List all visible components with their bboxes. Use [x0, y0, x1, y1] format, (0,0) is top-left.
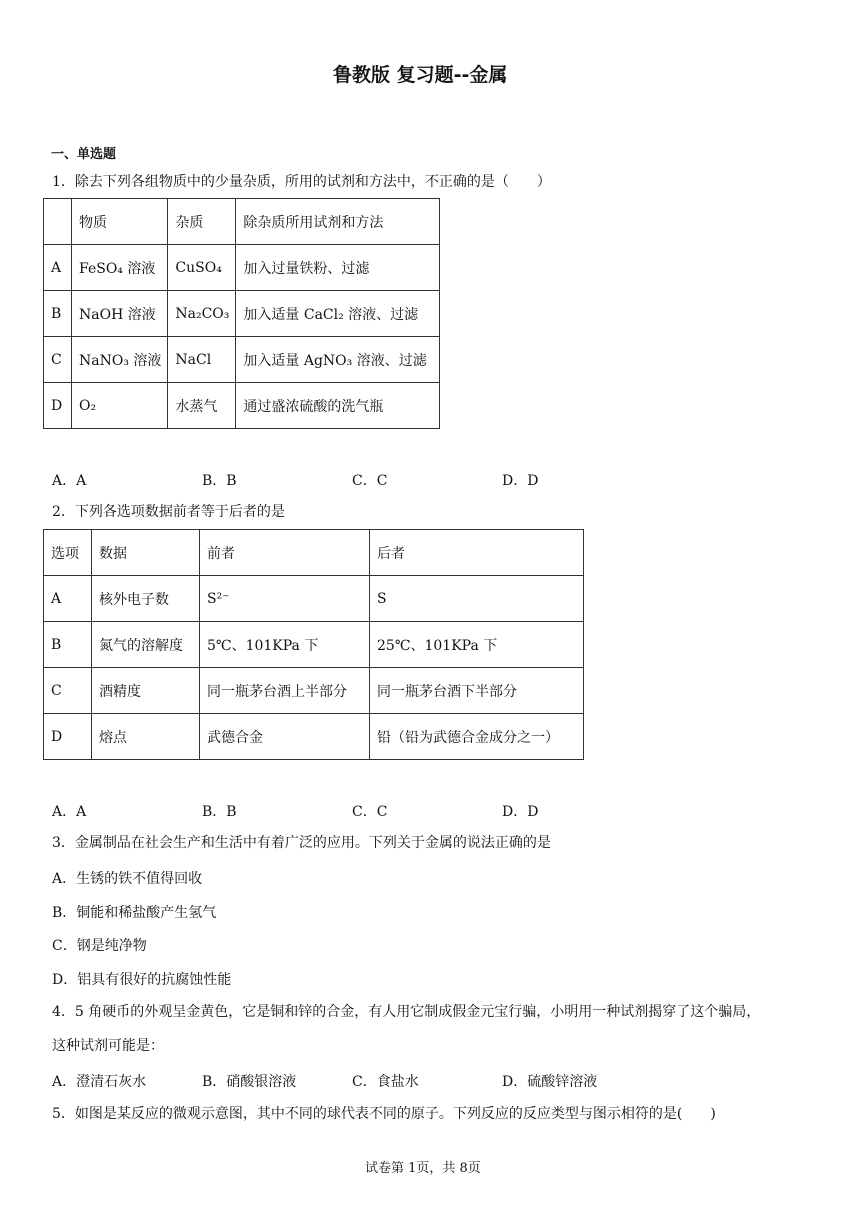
- table-row: [44, 714, 584, 760]
- q2-stem: 2．下列各选项数据前者等于后者的是: [52, 504, 285, 520]
- q3-option-a[interactable]: A．生锈的铁不值得回收: [52, 871, 203, 887]
- table-cell: NaCl: [168, 337, 236, 383]
- q4-stem-line2: 这种试剂可能是：: [52, 1038, 164, 1054]
- q3-option-b[interactable]: B．铜能和稀盐酸产生氢气: [52, 905, 217, 921]
- table-header-cell: 前者: [200, 530, 370, 576]
- table-row: [44, 576, 584, 622]
- table-cell: S²⁻: [200, 576, 370, 622]
- q2-option-d[interactable]: D．D: [502, 804, 539, 820]
- table-header-cell: 杂质: [168, 199, 236, 245]
- q4-option-d[interactable]: D．硫酸锌溶液: [502, 1074, 598, 1090]
- table-header-cell: 选项: [44, 530, 92, 576]
- q4-option-b[interactable]: B．硝酸银溶液: [202, 1074, 297, 1090]
- q1-option-b[interactable]: B．B: [202, 473, 237, 489]
- q3-option-d[interactable]: D．铝具有很好的抗腐蚀性能: [52, 972, 232, 988]
- table-header-cell: 数据: [92, 530, 200, 576]
- table-cell: Na₂CO₃: [168, 291, 236, 337]
- table-cell: 铅（铅为武德合金成分之一）: [370, 714, 584, 760]
- table-row: [44, 622, 584, 668]
- table-cell: 核外电子数: [92, 576, 200, 622]
- table-cell: 酒精度: [92, 668, 200, 714]
- q1-table: [43, 198, 440, 429]
- table-cell: NaOH 溶液: [72, 291, 168, 337]
- q5-stem: 5．如图是某反应的微观示意图，其中不同的球代表不同的原子。下列反应的反应类型与图示相符的是( ): [52, 1106, 716, 1122]
- table-cell: 加入适量 CaCl₂ 溶液、过滤: [236, 291, 440, 337]
- table-row: [44, 337, 440, 383]
- table-cell: 加入适量 AgNO₃ 溶液、过滤: [236, 337, 440, 383]
- table-cell: 5℃、101KPa 下: [200, 622, 370, 668]
- table-cell: B: [44, 291, 72, 337]
- table-cell: 氮气的溶解度: [92, 622, 200, 668]
- table-cell: O₂: [72, 383, 168, 429]
- table-cell: A: [44, 245, 72, 291]
- table-cell: CuSO₄: [168, 245, 236, 291]
- q4-stem-line1: 4．5 角硬币的外观呈金黄色，它是铜和锌的合金，有人用它制成假金元宝行骗，小明用一种试剂揭穿了这个骗局，: [52, 1004, 761, 1020]
- q2-option-a[interactable]: A．A: [52, 804, 87, 820]
- q2-table: [43, 529, 584, 760]
- table-row: [44, 383, 440, 429]
- table-cell: 熔点: [92, 714, 200, 760]
- q1-option-a[interactable]: A．A: [52, 473, 87, 489]
- table-cell: D: [44, 383, 72, 429]
- table-cell: 加入过量铁粉、过滤: [236, 245, 440, 291]
- q3-stem: 3．金属制品在社会生产和生活中有着广泛的应用。下列关于金属的说法正确的是: [52, 835, 551, 851]
- table-cell: NaNO₃ 溶液: [72, 337, 168, 383]
- table-header-cell: 除杂质所用试剂和方法: [236, 199, 440, 245]
- table-cell: 25℃、101KPa 下: [370, 622, 584, 668]
- q1-option-c[interactable]: C．C: [352, 473, 388, 489]
- q4-option-a[interactable]: A．澄清石灰水: [52, 1074, 147, 1090]
- q4-option-c[interactable]: C．食盐水: [352, 1074, 419, 1090]
- table-cell: 同一瓶茅台酒上半部分: [200, 668, 370, 714]
- section-heading: 一、单选题: [51, 147, 117, 162]
- table-header-row: [44, 199, 440, 245]
- table-cell: 武德合金: [200, 714, 370, 760]
- q2-option-b[interactable]: B．B: [202, 804, 237, 820]
- q1-stem: 1．除去下列各组物质中的少量杂质，所用的试剂和方法中，不正确的是（ ）: [52, 174, 551, 190]
- table-cell: D: [44, 714, 92, 760]
- q1-option-d[interactable]: D．D: [502, 473, 539, 489]
- table-cell: 同一瓶茅台酒下半部分: [370, 668, 584, 714]
- table-cell: B: [44, 622, 92, 668]
- q2-option-c[interactable]: C．C: [352, 804, 388, 820]
- table-cell: FeSO₄ 溶液: [72, 245, 168, 291]
- table-cell: S: [370, 576, 584, 622]
- table-header-cell: 后者: [370, 530, 584, 576]
- page-title: 鲁教版 复习题--金属: [333, 64, 508, 86]
- table-row: [44, 245, 440, 291]
- table-cell: C: [44, 337, 72, 383]
- table-cell: A: [44, 576, 92, 622]
- table-cell: C: [44, 668, 92, 714]
- table-row: [44, 291, 440, 337]
- table-cell: 水蒸气: [168, 383, 236, 429]
- table-header-cell: 物质: [72, 199, 168, 245]
- table-cell: 通过盛浓硫酸的洗气瓶: [236, 383, 440, 429]
- table-header-row: [44, 530, 584, 576]
- table-row: [44, 668, 584, 714]
- q3-option-c[interactable]: C．钢是纯净物: [52, 938, 147, 954]
- page-footer: 试卷第 1页，共 8页: [365, 1161, 481, 1176]
- table-header-cell: [44, 199, 72, 245]
